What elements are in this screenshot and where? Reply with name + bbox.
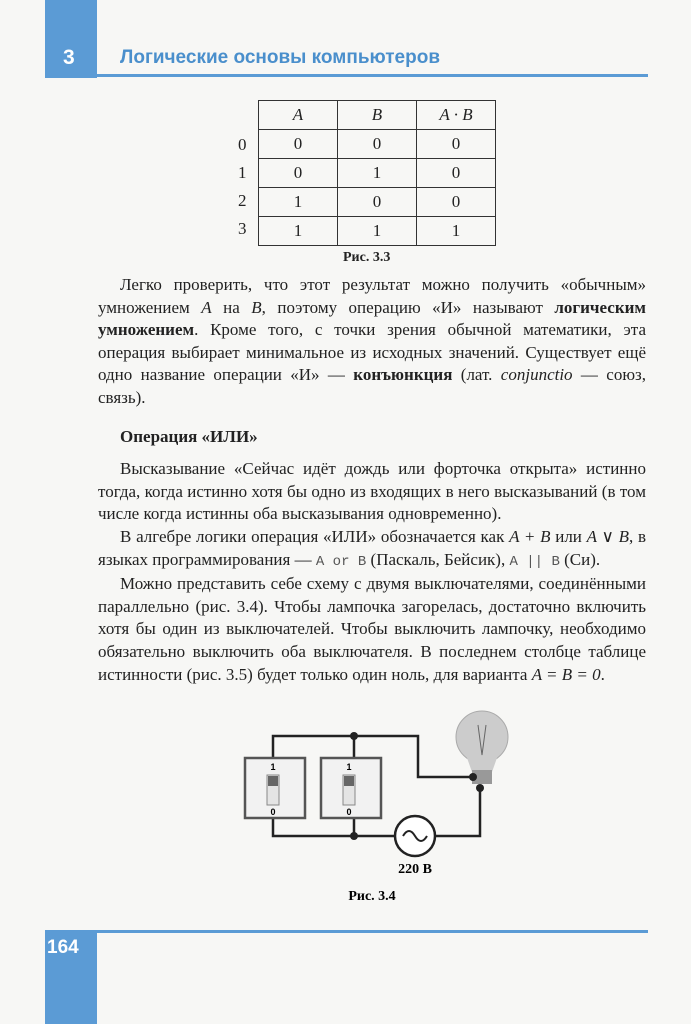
text-run: или [550, 526, 587, 546]
chapter-number: 3 [63, 46, 75, 69]
text-run: Можно представить себе схему с двумя выключателями, соединёнными параллельно (рис. 3.4). Чтобы лампочка загорелась, достаточно включить хотя бы один из выключателей. Чтобы выключить лампочку, необходимо обязательно выключить оба выключателя. В последнем столбце таблице истинности (рис. 3.5) будет только один ноль, для варианта [98, 574, 646, 684]
page-number: 164 [47, 937, 79, 958]
cell: 0 [259, 159, 338, 188]
cell: 1 [259, 217, 338, 246]
term-bold: логическим умножением [98, 297, 646, 340]
text-run: (Паскаль, Бейсик), [366, 549, 510, 569]
text-run: (Си). [559, 549, 601, 569]
row-index: 0 [238, 135, 247, 154]
junction-dot [350, 832, 358, 840]
text-run: Легко проверить, что этот результат можно получить «обычным» умножением [98, 275, 646, 317]
code-text: A or B [315, 553, 367, 570]
text-run: . [600, 664, 605, 684]
text-run: на [211, 297, 252, 317]
cell: 0 [259, 130, 338, 159]
switch-off-label: 0 [346, 807, 352, 817]
row-index: 3 [238, 219, 247, 238]
text-run: (лат. [452, 365, 501, 385]
col-header: A [259, 101, 338, 130]
figure-caption: Рис. 3.4 [348, 889, 396, 904]
code-text: A || B [509, 553, 560, 570]
row-index: 2 [238, 191, 247, 210]
figure-caption: Рис. 3.3 [343, 250, 391, 265]
row-index: 1 [238, 163, 247, 182]
junction-dot [350, 732, 358, 740]
cell: 1 [417, 217, 496, 246]
switch-on-label: 1 [346, 762, 352, 772]
text-run: . Кроме того, с точки зрения обычной математики, эта операция выбирает минимальное из исходных значений. Существует ещё одно название операции «И» — [98, 320, 646, 385]
footer-rule [45, 930, 648, 933]
col-header: A · B [417, 101, 496, 130]
math-italic: A [201, 297, 212, 317]
toggle-icon [268, 776, 278, 786]
text-run: , в языках программирования — [98, 526, 647, 569]
section-heading: Операция «ИЛИ» [120, 426, 258, 446]
toggle-icon [344, 776, 354, 786]
ac-source-icon [395, 816, 435, 856]
text-run: , поэтому операцию «И» называют [261, 297, 555, 317]
cell: 1 [338, 159, 417, 188]
cell: 0 [417, 188, 496, 217]
switch-off-label: 0 [270, 807, 276, 817]
voltage-label: 220 В [398, 862, 432, 877]
math-italic: A = B = 0 [531, 664, 601, 684]
cell: 0 [417, 159, 496, 188]
chapter-title: Логические основы компьютеров [120, 47, 441, 68]
cell: 0 [338, 188, 417, 217]
cell: 1 [338, 217, 417, 246]
math-italic: A ∨ B [586, 526, 630, 546]
text-run: — союз, связь). [98, 365, 646, 407]
text-run: Высказывание «Сейчас идёт дождь или форточка открыта» истинно тогда, когда истинно хотя бы одно из входящих в него высказываний (в том числе когда истинны оба высказывания одновременно). [98, 459, 646, 524]
switch-on-label: 1 [270, 762, 276, 772]
term-bold: конъюнкция [353, 365, 453, 385]
cell: 0 [417, 130, 496, 159]
text-run: В алгебре логики операция «ИЛИ» обозначается как [120, 526, 510, 546]
cell: 1 [259, 188, 338, 217]
light-bulb-icon [456, 711, 508, 792]
cell: 0 [338, 130, 417, 159]
math-italic: B [251, 297, 262, 317]
math-italic: conjunctio [500, 365, 573, 385]
col-header: B [338, 101, 417, 130]
math-italic: A + B [509, 526, 551, 546]
